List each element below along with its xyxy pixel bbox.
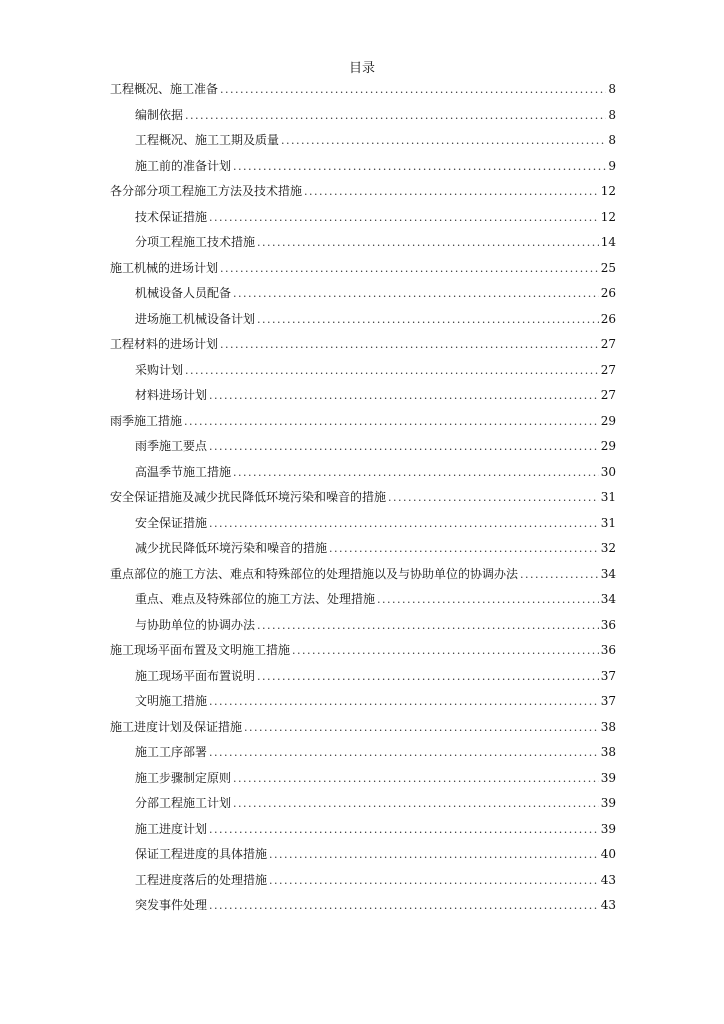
toc-entry-title: 工程概况、施工工期及质量: [135, 133, 280, 147]
toc-entry[interactable]: [110, 183, 616, 209]
toc-page-number: 26: [600, 286, 616, 300]
toc-entry[interactable]: [110, 362, 616, 388]
toc-entry-title: 施工步骤制定原则: [135, 770, 232, 785]
toc-page-number: 25: [600, 260, 616, 275]
toc-entry[interactable]: [110, 413, 616, 439]
toc-page-number: 38: [600, 745, 616, 759]
toc-page-number: 34: [600, 592, 616, 606]
toc-entry[interactable]: [110, 693, 616, 719]
toc-entry-title: 安全保证措施: [135, 515, 208, 530]
toc-dot-leader: [220, 337, 599, 353]
toc-entry[interactable]: [110, 158, 616, 184]
toc-dot-leader: [209, 694, 599, 710]
toc-page-number: 38: [600, 719, 616, 734]
toc-entry-title: 采购计划: [135, 362, 184, 377]
toc-page-number: 37: [600, 668, 616, 683]
toc-entry-title: 施工工序部署: [135, 745, 208, 759]
toc-entry-title: 施工进度计划及保证措施: [110, 719, 243, 734]
toc-dot-leader: [388, 490, 599, 506]
toc-entry[interactable]: [110, 821, 616, 847]
toc-entry-title: 重点部位的施工方法、难点和特殊部位的处理措施以及与协助单位的协调办法: [110, 566, 519, 581]
toc-dot-leader: [257, 618, 599, 634]
toc-entry[interactable]: [110, 438, 616, 464]
toc-entry[interactable]: [110, 566, 616, 592]
toc-page-number: 39: [600, 770, 616, 785]
toc-entry[interactable]: [110, 642, 616, 668]
toc-dot-leader: [292, 643, 599, 659]
toc-dot-leader: [233, 796, 599, 812]
toc-entry-title: 保证工程进度的具体措施: [135, 847, 268, 861]
toc-entry-title: 施工现场平面布置及文明施工措施: [110, 643, 291, 657]
toc-dot-leader: [233, 286, 599, 302]
toc-entry[interactable]: [110, 387, 616, 413]
toc-dot-leader: [520, 567, 599, 583]
toc-entry-title: 分部工程施工计划: [135, 796, 232, 810]
toc-dot-leader: [209, 898, 599, 914]
toc-entry-title: 雨季施工措施: [110, 413, 183, 428]
toc-dot-leader: [233, 159, 606, 175]
toc-page-number: 39: [600, 821, 616, 836]
toc-page-number: 8: [608, 133, 616, 147]
toc-entry[interactable]: [110, 285, 616, 311]
toc-page-number: 27: [600, 362, 616, 377]
toc-entry-title: 技术保证措施: [135, 209, 208, 224]
toc-dot-leader: [209, 388, 599, 404]
toc-entry-title: 编制依据: [135, 107, 184, 122]
toc-entry-title: 施工进度计划: [135, 821, 208, 836]
toc-entry[interactable]: [110, 719, 616, 745]
toc-page-number: 43: [600, 898, 616, 912]
toc-page-number: 31: [600, 515, 616, 530]
toc-entry-title: 进场施工机械设备计划: [135, 311, 256, 326]
toc-entry-title: 减少扰民降低环境污染和噪音的措施: [135, 541, 328, 555]
toc-page-number: 32: [600, 541, 616, 555]
toc-dot-leader: [257, 235, 599, 251]
toc-page-number: 12: [600, 209, 616, 224]
toc-page-number: 29: [600, 439, 616, 453]
toc-entry-title: 与协助单位的协调办法: [135, 617, 256, 632]
toc-entry[interactable]: [110, 744, 616, 770]
toc-entry[interactable]: [110, 897, 616, 923]
toc-entry[interactable]: [110, 260, 616, 286]
toc-entry[interactable]: [110, 107, 616, 133]
toc-entry-title: 工程材料的进场计划: [110, 337, 219, 351]
toc-entry[interactable]: [110, 81, 616, 107]
toc-page-number: 9: [608, 158, 616, 173]
toc-entry[interactable]: [110, 872, 616, 898]
toc-entry[interactable]: [110, 770, 616, 796]
toc-entry[interactable]: [110, 617, 616, 643]
toc-entry[interactable]: [110, 489, 616, 515]
toc-dot-leader: [269, 873, 599, 889]
toc-entry-title: 工程概况、施工准备: [110, 82, 219, 96]
toc-page-number: 29: [600, 413, 616, 428]
toc-entry[interactable]: [110, 795, 616, 821]
toc-entry[interactable]: [110, 336, 616, 362]
toc-entry-title: 高温季节施工措施: [135, 464, 232, 479]
toc-entry[interactable]: [110, 668, 616, 694]
toc-entry-title: 安全保证措施及减少扰民降低环境污染和噪音的措施: [110, 490, 387, 504]
toc-entry-title: 材料进场计划: [135, 388, 208, 402]
toc-entry-title: 分项工程施工技术措施: [135, 235, 256, 249]
toc-page-number: 31: [600, 490, 616, 504]
toc-dot-leader: [281, 133, 606, 149]
toc-dot-leader: [209, 745, 599, 761]
toc-dot-leader: [304, 184, 599, 200]
page-title: 目录: [348, 61, 375, 76]
toc-dot-leader: [244, 720, 599, 736]
toc-dot-leader: [269, 847, 599, 863]
toc-page-number: 14: [600, 235, 616, 249]
toc-dot-leader: [209, 439, 599, 455]
toc-page-number: 39: [600, 796, 616, 810]
toc-dot-leader: [185, 108, 606, 124]
toc-entry[interactable]: [110, 464, 616, 490]
toc-page-number: 36: [600, 617, 616, 632]
toc-dot-leader: [257, 669, 599, 685]
toc-entry-title: 雨季施工要点: [135, 439, 208, 453]
toc-dot-leader: [233, 465, 599, 481]
toc-page-number: 37: [600, 694, 616, 708]
toc-entry-title: 施工机械的进场计划: [110, 260, 219, 275]
toc-entry-title: 各分部分项工程施工方法及技术措施: [110, 184, 303, 198]
toc-dot-leader: [184, 414, 599, 430]
toc-entry[interactable]: [110, 234, 616, 260]
toc-entry[interactable]: [110, 540, 616, 566]
toc-entry[interactable]: [110, 846, 616, 872]
toc-dot-leader: [220, 261, 599, 277]
toc-entry[interactable]: [110, 515, 616, 541]
toc-page-number: 43: [600, 872, 616, 887]
toc-entry-title: 施工前的准备计划: [135, 158, 232, 173]
toc-entry[interactable]: [110, 591, 616, 617]
toc-dot-leader: [220, 82, 606, 98]
toc-page-number: 36: [600, 643, 616, 657]
toc-entry-title: 工程进度落后的处理措施: [135, 872, 268, 887]
toc-dot-leader: [377, 592, 599, 608]
toc-entry-title: 重点、难点及特殊部位的施工方法、处理措施: [135, 592, 376, 606]
toc-dot-leader: [209, 210, 599, 226]
toc-dot-leader: [209, 516, 599, 532]
toc-page-number: 30: [600, 464, 616, 479]
toc-entry[interactable]: [110, 311, 616, 337]
toc-page-number: 27: [600, 337, 616, 351]
toc-page-number: 8: [608, 82, 616, 96]
toc-page-number: 12: [600, 184, 616, 198]
toc-dot-leader: [185, 363, 599, 379]
toc-entry-title: 文明施工措施: [135, 694, 208, 708]
toc-entry-title: 施工现场平面布置说明: [135, 668, 256, 683]
table-of-contents: [110, 81, 616, 923]
toc-page-number: 8: [608, 107, 616, 122]
toc-dot-leader: [233, 771, 599, 787]
toc-dot-leader: [329, 541, 599, 557]
toc-page-number: 27: [600, 388, 616, 402]
toc-entry-title: 突发事件处理: [135, 898, 208, 912]
toc-dot-leader: [209, 822, 599, 838]
toc-page-number: 40: [600, 847, 616, 861]
toc-entry-title: 机械设备人员配备: [135, 286, 232, 300]
toc-entry[interactable]: [110, 132, 616, 158]
toc-page-number: 34: [600, 566, 616, 581]
toc-page-number: 26: [600, 311, 616, 326]
toc-dot-leader: [257, 312, 599, 328]
toc-entry[interactable]: [110, 209, 616, 235]
